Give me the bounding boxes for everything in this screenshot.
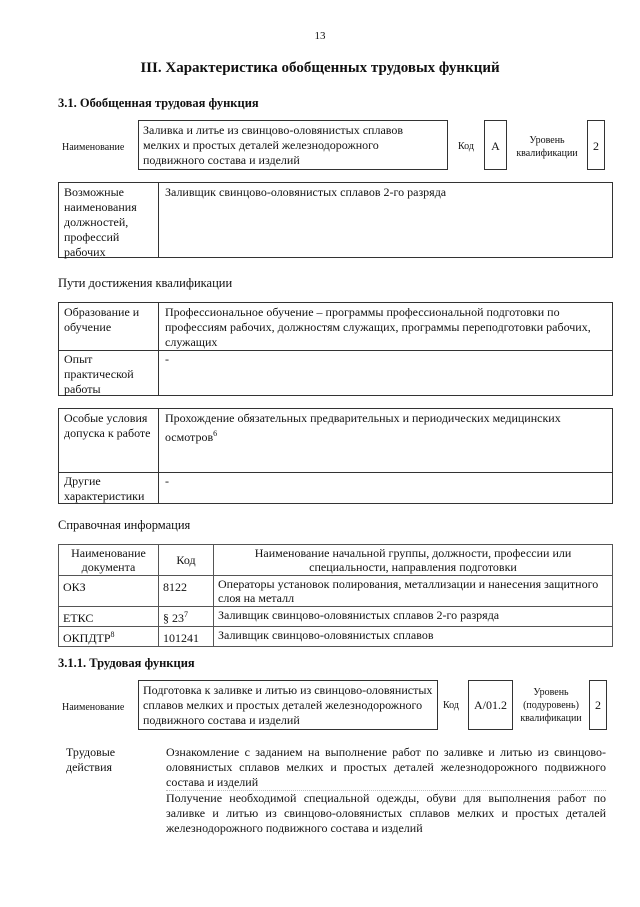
- experience-label: Опыт практической работы: [64, 352, 134, 396]
- section-title: III. Характеристика обобщенных трудовых функций: [140, 60, 500, 76]
- gtf-heading: 3.1. Обобщенная трудовая функция: [58, 96, 259, 110]
- table-row: [59, 627, 613, 647]
- education-divider: [158, 302, 159, 396]
- experience-value: -: [165, 352, 169, 366]
- gtf-name-label: Наименование: [62, 142, 125, 153]
- other-value: -: [165, 474, 169, 488]
- ref-header-code: Код: [159, 545, 214, 576]
- education-row-line: [58, 350, 613, 351]
- table-row: [59, 607, 613, 627]
- ref-name: Операторы установок полирования, металлизации и нанесения защитного слоя на металл: [214, 576, 613, 607]
- other-label: Другие характеристики: [64, 474, 145, 503]
- gtf-name-value: Заливка и литье из свинцово-оловянистых сплавов мелких и простых деталей железнодорожного подвижного состава и изделий: [143, 123, 404, 167]
- actions-label: Трудовые действия: [66, 745, 116, 774]
- tf-level-value: 2: [595, 698, 601, 712]
- special-label: Особые условия допуска к работе: [64, 411, 151, 440]
- ref-doc: ЕТКС: [59, 607, 159, 627]
- ref-name: Заливщик свинцово-оловянистых сплавов 2-го разряда: [214, 607, 613, 627]
- ref-name: Заливщик свинцово-оловянистых сплавов: [214, 627, 613, 647]
- ref-code: 8122: [159, 576, 214, 607]
- gtf-level-label: Уровень квалификации: [516, 135, 578, 159]
- paths-heading: Пути достижения квалификации: [58, 276, 233, 290]
- positions-value: Заливщик свинцово-оловянистых сплавов 2-го разряда: [165, 185, 447, 199]
- tf-name-label: Наименование: [62, 702, 125, 713]
- tf-heading: 3.1.1. Трудовая функция: [58, 656, 195, 670]
- special-value: Прохождение обязательных предварительных и периодических медицинских осмотров$^6$: [165, 411, 561, 444]
- ref-code: 101241: [159, 627, 214, 647]
- special-row-line: [58, 472, 613, 473]
- ref-code: § $23^7$: [159, 607, 214, 627]
- positions-divider: [158, 182, 159, 258]
- reference-table: [58, 544, 613, 647]
- reference-header-row: [59, 545, 613, 576]
- tf-code-value: A/01.2: [474, 698, 507, 712]
- ref-header-doc: Наименование документа: [59, 545, 159, 576]
- ref-doc: ОКЗ: [59, 576, 159, 607]
- special-divider: [158, 408, 159, 504]
- action-item: Получение необходимой специальной одежды, обуви для выполнения работ по заливке и литью из свинцово-оловянистых сплавов мелких и простых деталей железнодорожного подвижного состава и изделий: [166, 791, 606, 835]
- ref-doc: ОКПДТР$^8$: [59, 627, 159, 647]
- gtf-code-label: Код: [458, 141, 474, 152]
- table-row: [59, 576, 613, 607]
- ref-header-name: Наименование начальной группы, должности, профессии или специальности, направления подготовки: [214, 545, 613, 576]
- education-value: Профессиональное обучение – программы профессиональной подготовки по профессиям рабочих, должностям служащих, программы переподготовки рабочих, служащих: [165, 305, 591, 349]
- gtf-code-value: A: [491, 139, 500, 153]
- tf-name-value: Подготовка к заливке и литью из свинцово-оловянистых сплавов мелких и простых деталей железнодорожного подвижного состава и изделий: [143, 683, 433, 727]
- education-label: Образование и обучение: [64, 305, 140, 334]
- special-footnote: 6: [213, 429, 218, 438]
- action-item: Ознакомление с заданием на выполнение работ по заливке и литью из свинцово-оловянистых сплавов мелких и простых деталей железнодорожного подвижного состава и изделий: [166, 745, 606, 789]
- page-number: 13: [314, 30, 326, 42]
- tf-level-label: Уровень (подуровень) квалификации: [520, 687, 582, 724]
- positions-label: Возможные наименования должностей, профессий рабочих: [64, 185, 137, 259]
- gtf-level-value: 2: [593, 139, 599, 153]
- tf-code-label: Код: [443, 700, 459, 711]
- reference-heading: Справочная информация: [58, 518, 191, 532]
